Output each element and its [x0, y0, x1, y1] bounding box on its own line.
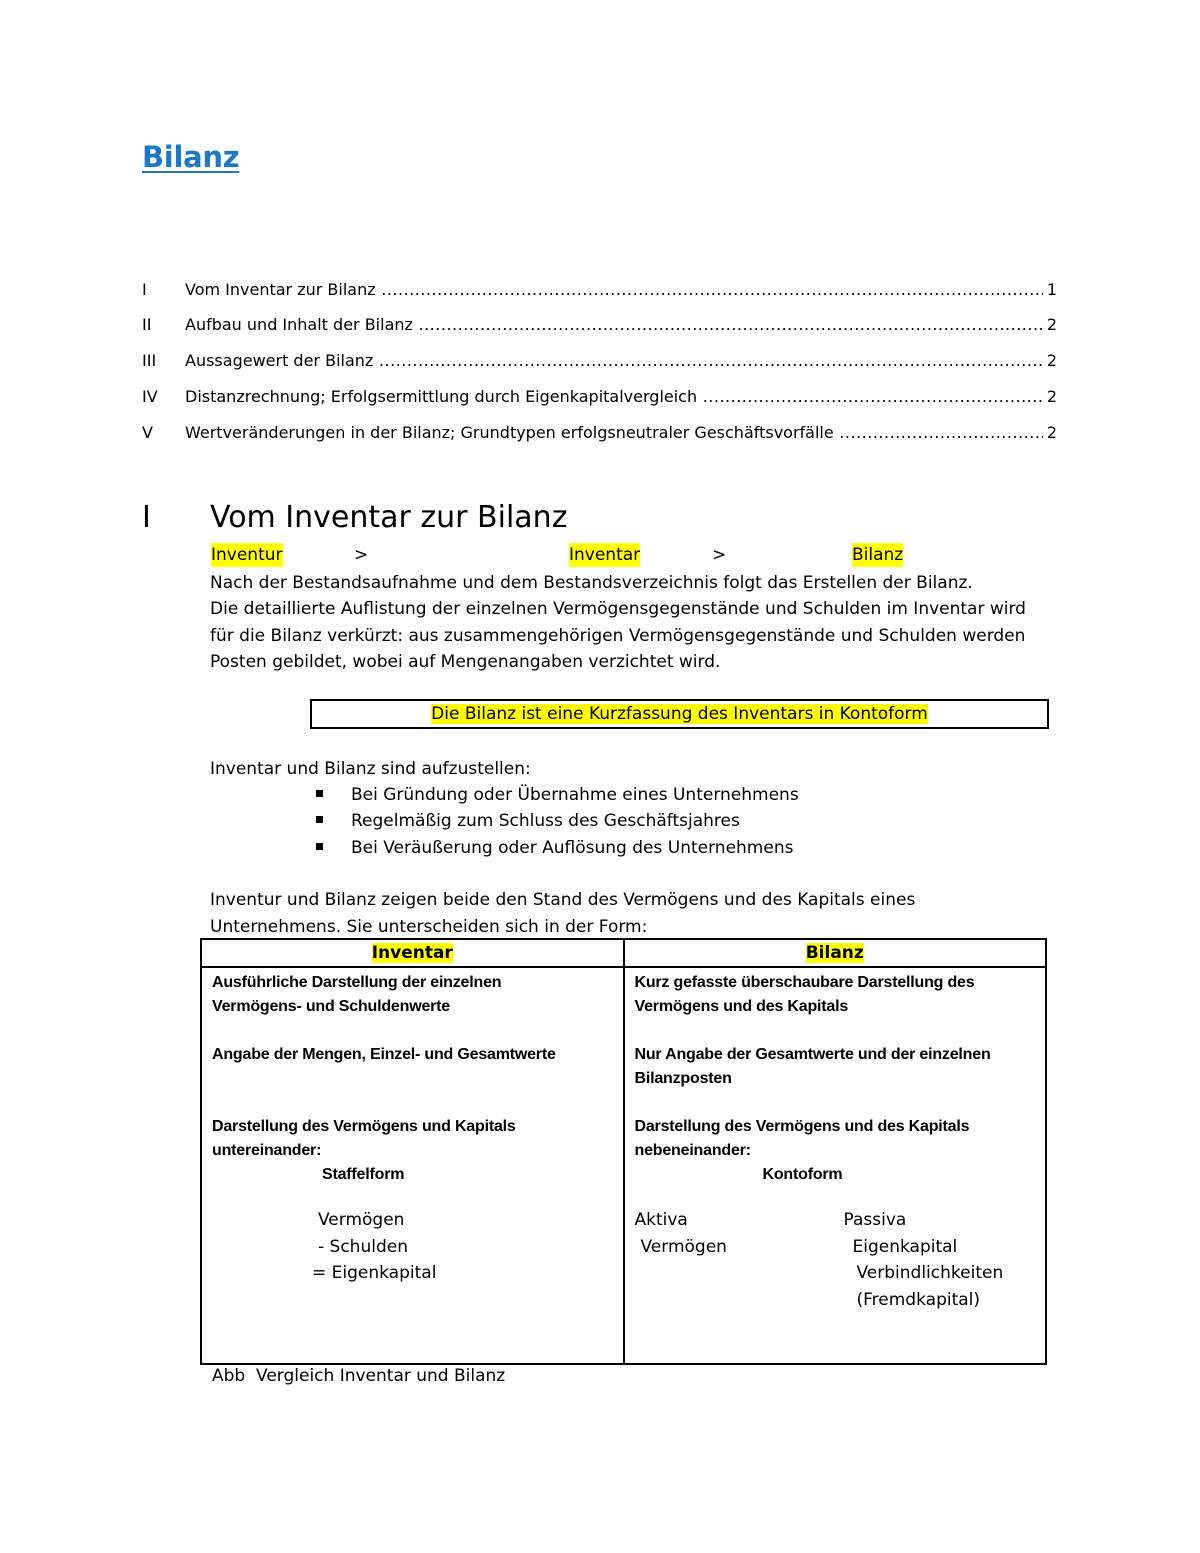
- cell-text: Angabe der Mengen, Einzel- und Gesamtwerte: [212, 1046, 556, 1063]
- toc-title: Wertveränderungen in der Bilanz; Grundtypen erfolgsneutraler Geschäftsvorfälle .....: [185, 421, 1043, 445]
- toc-entry[interactable]: [142, 421, 1057, 445]
- paragraph: Inventur und Bilanz zeigen beide den Stand des Vermögens und des Kapitals eines Unternehmens. Sie unterscheiden sich in der Form:: [210, 890, 916, 937]
- toc-page-number: 2: [1046, 351, 1057, 370]
- document-title: Bilanz: [142, 140, 240, 174]
- calc-line: Vermögen: [318, 1210, 405, 1230]
- flow-arrow: >: [712, 545, 727, 565]
- figure-caption: Abb Vergleich Inventar und Bilanz: [212, 1366, 506, 1386]
- list-intro: Inventar und Bilanz sind aufzustellen:: [210, 759, 531, 779]
- list-item: Bei Gründung oder Übernahme eines Unternehmens: [316, 782, 799, 808]
- toc-title: Vom Inventar zur Bilanz .....: [185, 278, 1043, 302]
- cell-text: Nur Angabe der Gesamtwerte und der einzelnen Bilanzposten: [634, 1046, 991, 1087]
- section-number: I: [142, 500, 151, 535]
- list-item: Regelmäßig zum Schluss des Geschäftsjahres: [316, 808, 740, 834]
- bullet-square-icon: [316, 790, 323, 797]
- table-cell-bilanz: [624, 967, 1047, 1364]
- table-header-inventar: Inventar: [201, 939, 624, 967]
- toc-entry[interactable]: [142, 385, 1057, 409]
- aktiva-label: Aktiva: [634, 1210, 688, 1230]
- passiva-label: Passiva: [843, 1210, 907, 1230]
- paragraph: Die detaillierte Auflistung der einzelnen Vermögensgegenstände und Schulden im Inventar wird für die Bilanz verkürzt: aus zusammengehörigen Vermögensgegenstände und Schulden werden Posten gebildet, wobei auf Mengenangaben verzichtet wird.: [210, 599, 1026, 672]
- paragraph: Nach der Bestandsaufnahme und dem Bestandsverzeichnis folgt das Erstellen der Bilanz.: [210, 573, 973, 593]
- table-header-bilanz: Bilanz: [624, 939, 1047, 967]
- toc-number: IV: [142, 387, 158, 406]
- toc-title: Aussagewert der Bilanz .....: [185, 349, 1043, 373]
- comparison-table: [200, 938, 1047, 1365]
- toc-entry[interactable]: [142, 313, 1057, 337]
- table-cell-inventar: [201, 967, 624, 1364]
- list-item: Bei Veräußerung oder Auflösung des Unternehmens: [316, 835, 793, 861]
- toc-page-number: 1: [1046, 280, 1057, 299]
- toc-entry[interactable]: [142, 349, 1057, 373]
- fremdkapital-label: (Fremdkapital): [856, 1289, 981, 1310]
- toc-entry[interactable]: [142, 278, 1057, 302]
- eigenkapital-label: Eigenkapital: [852, 1236, 958, 1257]
- calc-line: = Eigenkapital: [312, 1263, 437, 1283]
- flow-step-inventur: Inventur: [211, 545, 283, 565]
- toc-title: Distanzrechnung; Erfolgsermittlung durch Eigenkapitalvergleich .....: [185, 385, 1043, 409]
- toc-page-number: 2: [1046, 423, 1057, 442]
- form-label: Kontoform: [762, 1166, 843, 1183]
- verbindlichkeiten-label: Verbindlichkeiten: [856, 1263, 1004, 1283]
- toc-number: II: [142, 315, 152, 334]
- toc-title: Aufbau und Inhalt der Bilanz .....: [185, 313, 1043, 337]
- toc-number: III: [142, 351, 157, 370]
- flow-step-inventar: Inventar: [569, 545, 641, 565]
- key-statement-box: [310, 699, 1049, 729]
- toc-number: V: [142, 423, 153, 442]
- cell-text: Darstellung des Vermögens und des Kapitals nebeneinander:: [634, 1118, 970, 1159]
- flow-arrow: >: [354, 545, 369, 565]
- key-statement: Die Bilanz ist eine Kurzfassung des Inventars in Kontoform: [431, 704, 928, 724]
- calc-line: - Schulden: [318, 1236, 408, 1257]
- bullet-square-icon: [316, 816, 323, 823]
- cell-text: Darstellung des Vermögens und Kapitals untereinander:: [212, 1118, 516, 1159]
- toc-page-number: 2: [1046, 315, 1057, 334]
- section-heading: Vom Inventar zur Bilanz: [210, 500, 568, 535]
- form-label: Staffelform: [322, 1166, 405, 1183]
- toc-number: I: [142, 280, 147, 299]
- vermoegen-label: Vermögen: [640, 1236, 727, 1257]
- toc-page-number: 2: [1046, 387, 1057, 406]
- cell-text: Kurz gefasste überschaubare Darstellung des Vermögens und des Kapitals: [634, 974, 975, 1015]
- flow-step-bilanz: Bilanz: [852, 545, 904, 565]
- cell-text: Ausführliche Darstellung der einzelnen Vermögens- und Schuldenwerte: [212, 974, 502, 1015]
- bullet-square-icon: [316, 843, 323, 850]
